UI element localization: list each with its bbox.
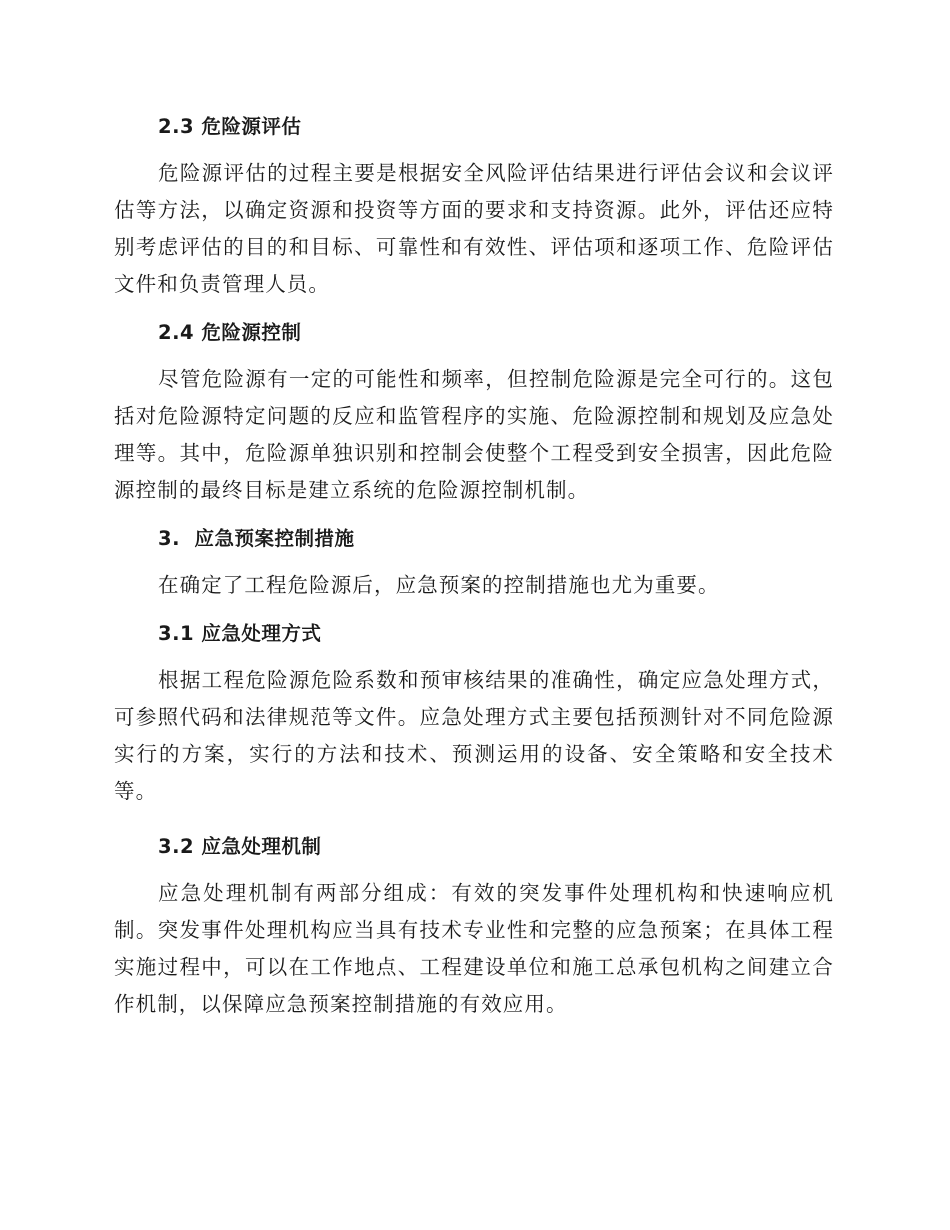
section-paragraph-3-2: 应急处理机制有两部分组成：有效的突发事件处理机构和快速响应机制。突发事件处理机构应当具有技术专业性和完整的应急预案；在具体工程实施过程中，可以在工作地点、工程建设单位和施工总承包机构之间建立合作机制，以保障应急预案控制措施的有效应用。 [114, 881, 834, 1016]
section-heading-2-4: 2.4 危险源控制 [158, 321, 302, 344]
section-paragraph-2-3: 危险源评估的过程主要是根据安全风险评估结果进行评估会议和会议评估等方法，以确定资源和投资等方面的要求和支持资源。此外，评估还应特别考虑评估的目的和目标、可靠性和有效性、评估项和逐项工作、危险评估文件和负责管理人员。 [114, 161, 834, 296]
document-body [114, 110, 834, 1023]
section-paragraph-3: 在确定了工程危险源后，应急预案的控制措施也尤为重要。 [158, 573, 720, 597]
section-paragraph-3-1: 根据工程危险源危险系数和预审核结果的准确性，确定应急处理方式，可参照代码和法律规范等文件。应急处理方式主要包括预测针对不同危险源实行的方案，实行的方法和技术、预测运用的设备、安全策略和安全技术等。 [114, 668, 834, 803]
section-heading-2-3: 2.3 危险源评估 [158, 115, 302, 138]
section-paragraph-2-4: 尽管危险源有一定的可能性和频率，但控制危险源是完全可行的。这包括对危险源特定问题的反应和监管程序的实施、危险源控制和规划及应急处理等。其中，危险源单独识别和控制会使整个工程受到安全损害，因此危险源控制的最终目标是建立系统的危险源控制机制。 [114, 367, 834, 502]
section-heading-3-1: 3.1 应急处理方式 [158, 622, 322, 645]
section-heading-3: 3. 应急预案控制措施 [158, 527, 355, 550]
section-heading-3-2: 3.2 应急处理机制 [158, 835, 322, 858]
